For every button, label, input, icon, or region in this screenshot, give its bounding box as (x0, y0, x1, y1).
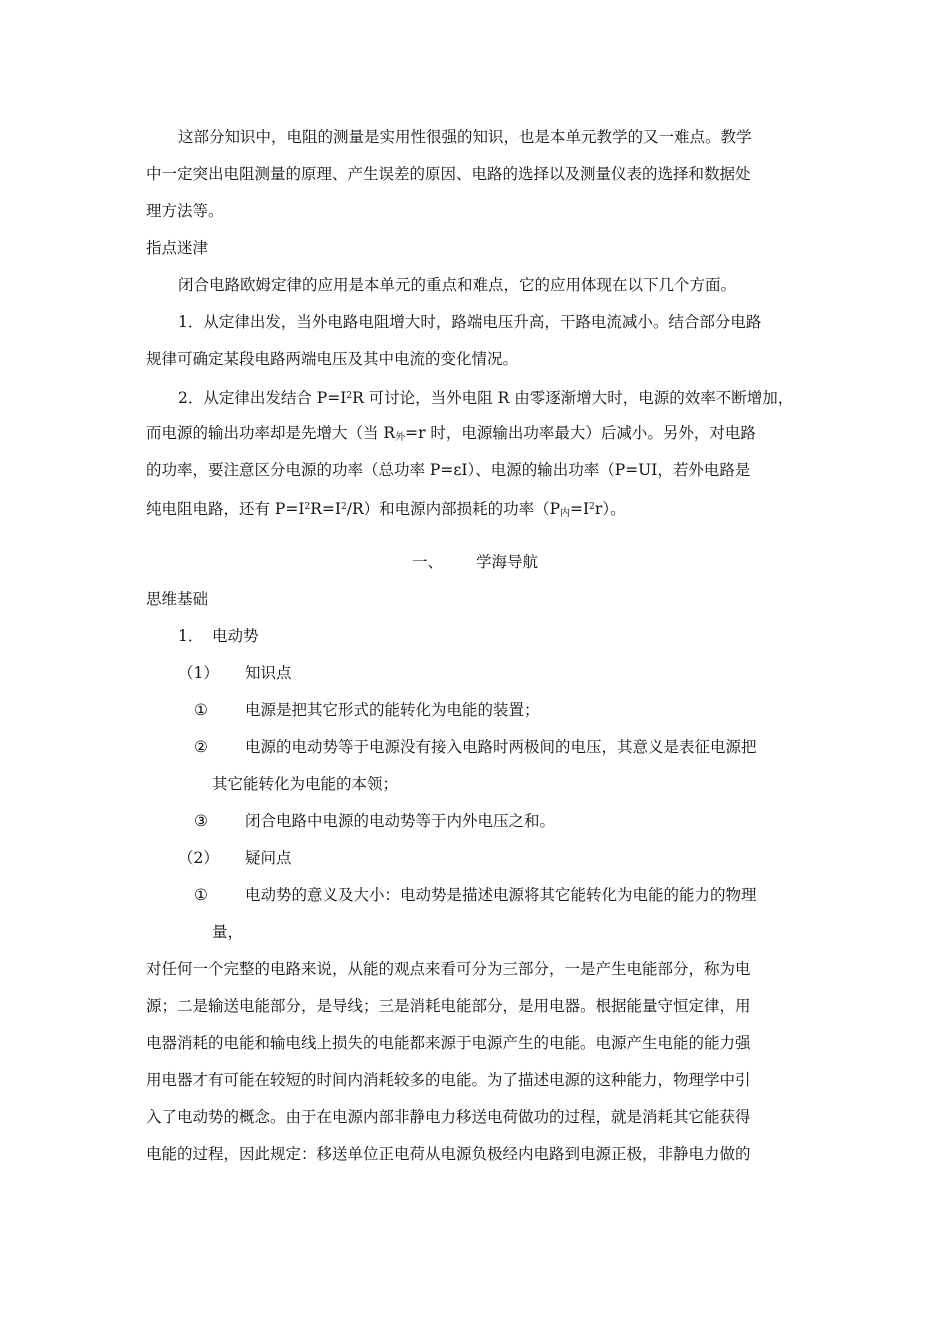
para1-line1: 这部分知识中，电阻的测量是实用性很强的知识，也是本单元教学的又一难点。教学 (178, 128, 752, 146)
item2-line4-e: r）。 (594, 500, 626, 518)
k2-title: 疑问点 (245, 849, 292, 867)
section-title: 学海导航 (476, 553, 539, 571)
item2-line4-c: /R）和电源内部损耗的功率（P (346, 500, 561, 518)
k2-item1-mark: ① (194, 886, 208, 904)
para3-line6: 电能的过程，因此规定：移送单位正电荷从电源负极经内电路到电源正极，非静电力做的 (146, 1145, 751, 1163)
k1-title: 知识点 (245, 664, 292, 682)
heading-zhidian: 指点迷津 (146, 239, 209, 257)
item2-line4-d: =I (570, 500, 590, 518)
para3-line1: 对任何一个完整的电路来说，从能的观点来看可分为三部分，一是产生电能部分，称为电 (146, 960, 751, 978)
k1-item1: 电源是把其它形式的能转化为电能的装置； (245, 701, 540, 719)
item2-line2-b: =r 时，电源输出功率最大）后减小。另外，对电路 (405, 424, 756, 442)
superscript: 2 (589, 502, 595, 512)
para3-line4: 用电器才有可能在较短的时间内消耗较多的电能。为了描述电源的这种能力，物理学中引 (146, 1071, 751, 1089)
para1-line3: 理方法等。 (146, 202, 224, 220)
para3-line3: 电器消耗的电能和输电线上损失的电能都来源于电源产生的电能。电源产生电能的能力强 (146, 1034, 751, 1052)
k1-item3-mark: ③ (194, 812, 208, 830)
para2-line1: 闭合电路欧姆定律的应用是本单元的重点和难点，它的应用体现在以下几个方面。 (178, 276, 737, 294)
k1-item2-mark: ② (194, 738, 208, 756)
section-number: 一、 (412, 553, 444, 571)
item1-line1: 1．从定律出发，当外电路电阻增大时，路端电压升高，干路电流减小。结合部分电路 (178, 313, 762, 331)
k2-item1-line2: 量， (212, 923, 244, 941)
para1-line2: 中一定突出电阻测量的原理、产生误差的原因、电路的选择以及测量仪表的选择和数据处 (146, 165, 751, 183)
item2-line1-a: 2．从定律出发结合 P=I (178, 389, 347, 407)
item2-line2-a: 而电源的输出功率却是先增大（当 R (146, 424, 396, 442)
heading-siwei: 思维基础 (146, 590, 209, 608)
k1-item2-line1: 电源的电动势等于电源没有接入电路时两极间的电压，其意义是表征电源把 (245, 738, 757, 756)
item2-line4 (146, 497, 626, 524)
item2-line3: 的功率，要注意区分电源的功率（总功率 P=εI）、电源的输出功率（P=UI，若外电路是 (146, 461, 751, 479)
k1-item2-line2: 其它能转化为电能的本领； (212, 775, 399, 793)
superscript: 2 (346, 391, 353, 401)
item2-line2 (146, 423, 756, 448)
sub1-number: 1． (178, 627, 204, 645)
k2-number: （2） (178, 849, 219, 867)
k2-item1-line1: 电动势的意义及大小：电动势是描述电源将其它能转化为电能的能力的物理 (245, 886, 757, 904)
k1-number: （1） (178, 664, 219, 682)
k1-item3: 闭合电路中电源的电动势等于内外电压之和。 (245, 812, 556, 830)
item2-line1 (178, 386, 793, 408)
item2-line4-a: 纯电阻电路，还有 P=I (146, 500, 305, 518)
subscript: 外 (395, 432, 406, 443)
item1-line2: 规律可确定某段电路两端电压及其中电流的变化情况。 (146, 350, 519, 368)
sub1-title: 电动势 (212, 627, 259, 645)
k1-item1-mark: ① (194, 701, 208, 719)
item2-line1-b: R 可讨论，当外电阻 R 由零逐渐增大时，电源的效率不断增加， (352, 389, 794, 407)
superscript: 2 (340, 502, 347, 512)
subscript: 内 (560, 508, 571, 519)
item2-line4-b: R=I (310, 500, 341, 518)
para3-line2: 源；二是输送电能部分，是导线；三是消耗电能部分，是用电器。根据能量守恒定律，用 (146, 997, 751, 1015)
superscript: 2 (304, 502, 311, 512)
para3-line5: 入了电动势的概念。由于在电源内部非静电力移送电荷做功的过程，就是消耗其它能获得 (146, 1108, 751, 1126)
